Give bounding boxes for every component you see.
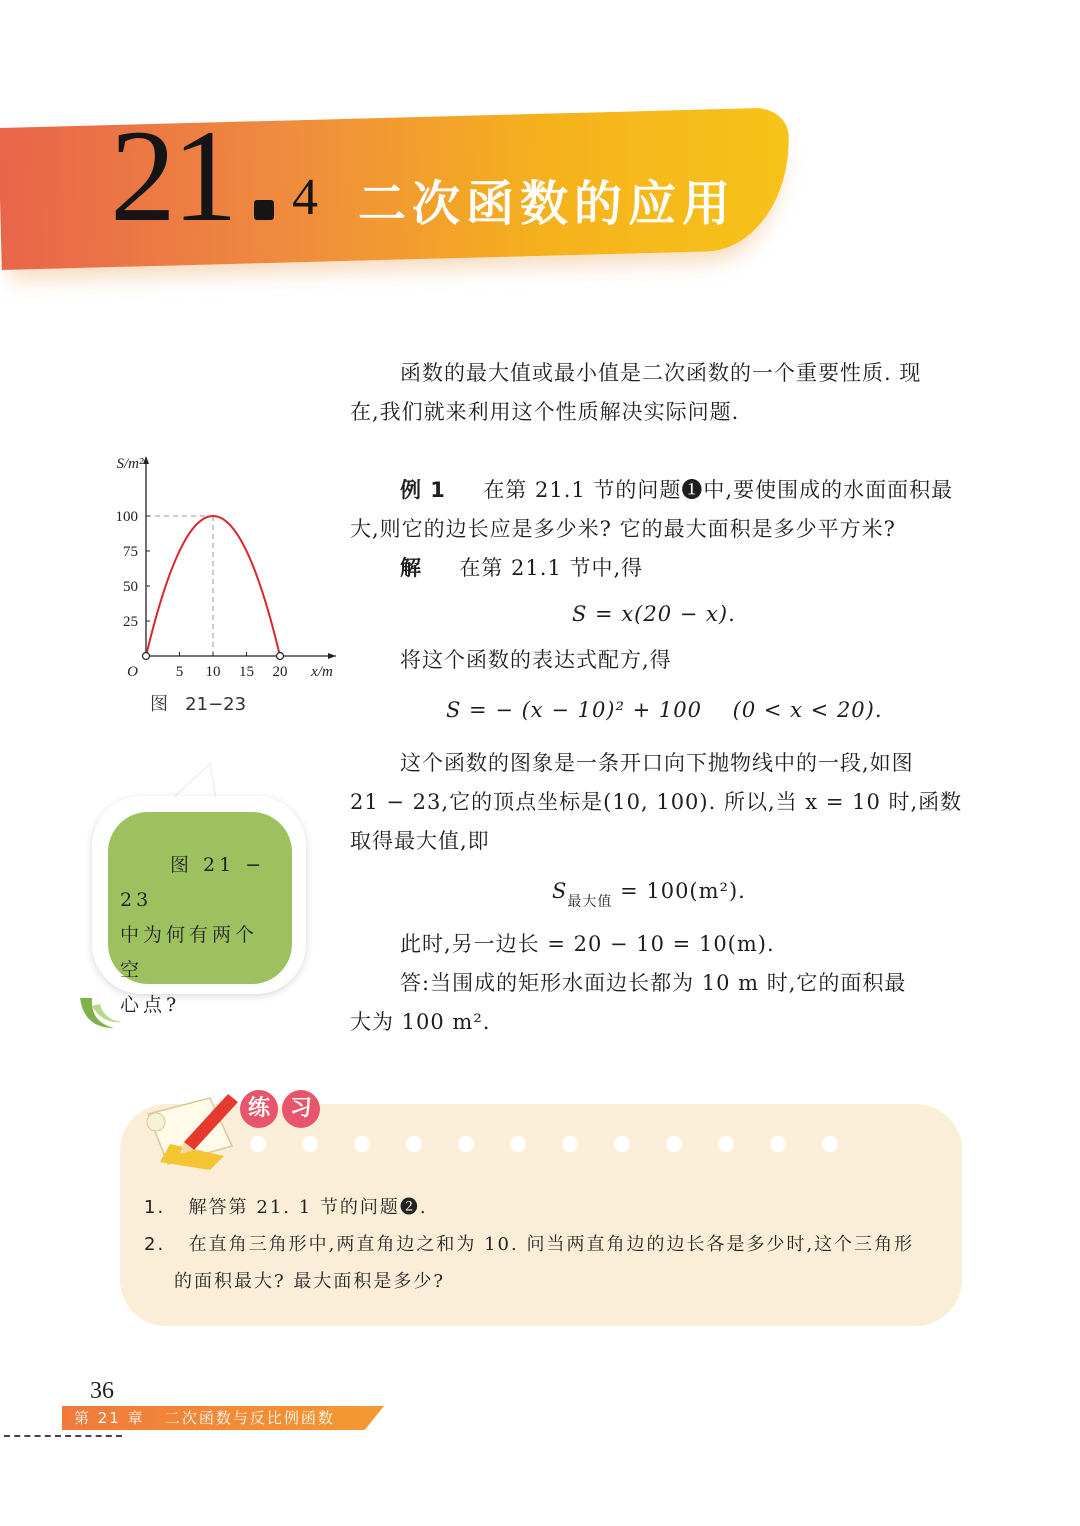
intro-line-2: 在,我们就来利用这个性质解决实际问题.: [350, 400, 740, 424]
solution-text: 在第 21.1 节中,得: [459, 556, 644, 580]
exercise-item-1: [144, 1190, 428, 1226]
exercise-item-2-number: 2.: [144, 1234, 166, 1255]
page-number: 36: [90, 1378, 114, 1404]
equation-3-subscript: 最大值: [567, 894, 613, 910]
complete-square-text: 将这个函数的表达式配方,得: [400, 648, 672, 672]
intro-line-1: 函数的最大值或最小值是二次函数的一个重要性质. 现: [400, 361, 922, 385]
origin-label: O: [127, 664, 138, 680]
bubble-line-2: 中为何有两个空: [120, 924, 259, 981]
example-1-line-1: [400, 471, 980, 510]
y-tick-label-100: 100: [115, 509, 138, 525]
equation-3: [552, 872, 746, 914]
x-tick-label-15: 15: [239, 664, 254, 680]
y-axis-label: S/m²: [116, 456, 144, 472]
bubble-line-1: 图 21 − 23: [120, 854, 266, 911]
open-endpoint-2: [277, 653, 284, 660]
bubble-line-3: 心点?: [120, 994, 181, 1016]
graph-line-1: 这个函数的图象是一条开口向下抛物线中的一段,如图: [400, 751, 914, 775]
solution-line: [400, 549, 980, 588]
exercise-dots: [250, 1136, 874, 1156]
graph-line-2: 21 − 23,它的顶点坐标是(10, 100). 所以,当 x = 10 时,函数: [350, 790, 963, 814]
equation-1: S = x(20 − x).: [572, 602, 736, 626]
exercise-item-2-text: 在直角三角形中,两直角边之和为 10. 问当两直角边的边长各是多少时,这个三角形: [188, 1234, 915, 1255]
exercise-item-2: [144, 1227, 954, 1263]
y-tick-label-75: 75: [123, 544, 138, 560]
y-tick-label-50: 50: [123, 579, 138, 595]
answer-line-2: 大为 100 m².: [350, 1010, 491, 1034]
section-title: 二次函数的应用: [358, 176, 737, 232]
x-tick-label-20: 20: [272, 664, 288, 680]
example-1-line-2: 大,则它的边长应是多少米? 它的最大面积是多少平方米?: [350, 517, 896, 541]
graph-line-3: 取得最大值,即: [350, 829, 490, 853]
parabola-chart: [96, 452, 356, 682]
exercise-item-2-line-2: 的面积最大? 最大面积是多少?: [174, 1271, 446, 1292]
equation-2: S = − (x − 10)² + 100 (0 < x < 20).: [446, 698, 883, 722]
section-subnumber: 4: [292, 169, 318, 226]
example-question-part-1: 在第 21.1 节的问题❶中,要使围成的水面面积最: [483, 478, 954, 502]
equation-3-value: = 100(m²).: [620, 879, 746, 903]
other-side-line: 此时,另一边长 = 20 − 10 = 10(m).: [400, 932, 775, 956]
section-number: 21: [110, 102, 234, 249]
pencil-paper-icon: [140, 1084, 250, 1174]
figure-caption: 图 21−23: [150, 694, 247, 715]
exercise-badge-2: 习: [282, 1090, 320, 1128]
x-axis-label: x/m: [311, 664, 333, 680]
example-label: 例 1: [400, 478, 446, 502]
solution-label: 解: [400, 556, 422, 580]
chapter-footer-text: 第 21 章 二次函数与反比例函数: [74, 1409, 335, 1427]
equation-3-var: S: [552, 879, 568, 903]
exercise-badge-1: 练: [240, 1090, 278, 1128]
x-axis-arrow: [328, 653, 336, 659]
y-axis-arrow: [143, 456, 149, 464]
y-tick-label-25: 25: [123, 614, 138, 630]
section-number-dot: [254, 200, 274, 220]
exercise-item-1-text: 解答第 21. 1 节的问题❷.: [188, 1197, 428, 1218]
x-tick-label-5: 5: [175, 664, 184, 680]
footer-dashed-line: [4, 1435, 122, 1437]
exercise-item-1-number: 1.: [144, 1197, 166, 1218]
bubble-text: [120, 848, 275, 1023]
x-tick-label-10: 10: [205, 664, 221, 680]
open-endpoint-1: [143, 653, 150, 660]
answer-line-1: 答:当围成的矩形水面边长都为 10 m 时,它的面积最: [400, 971, 907, 995]
